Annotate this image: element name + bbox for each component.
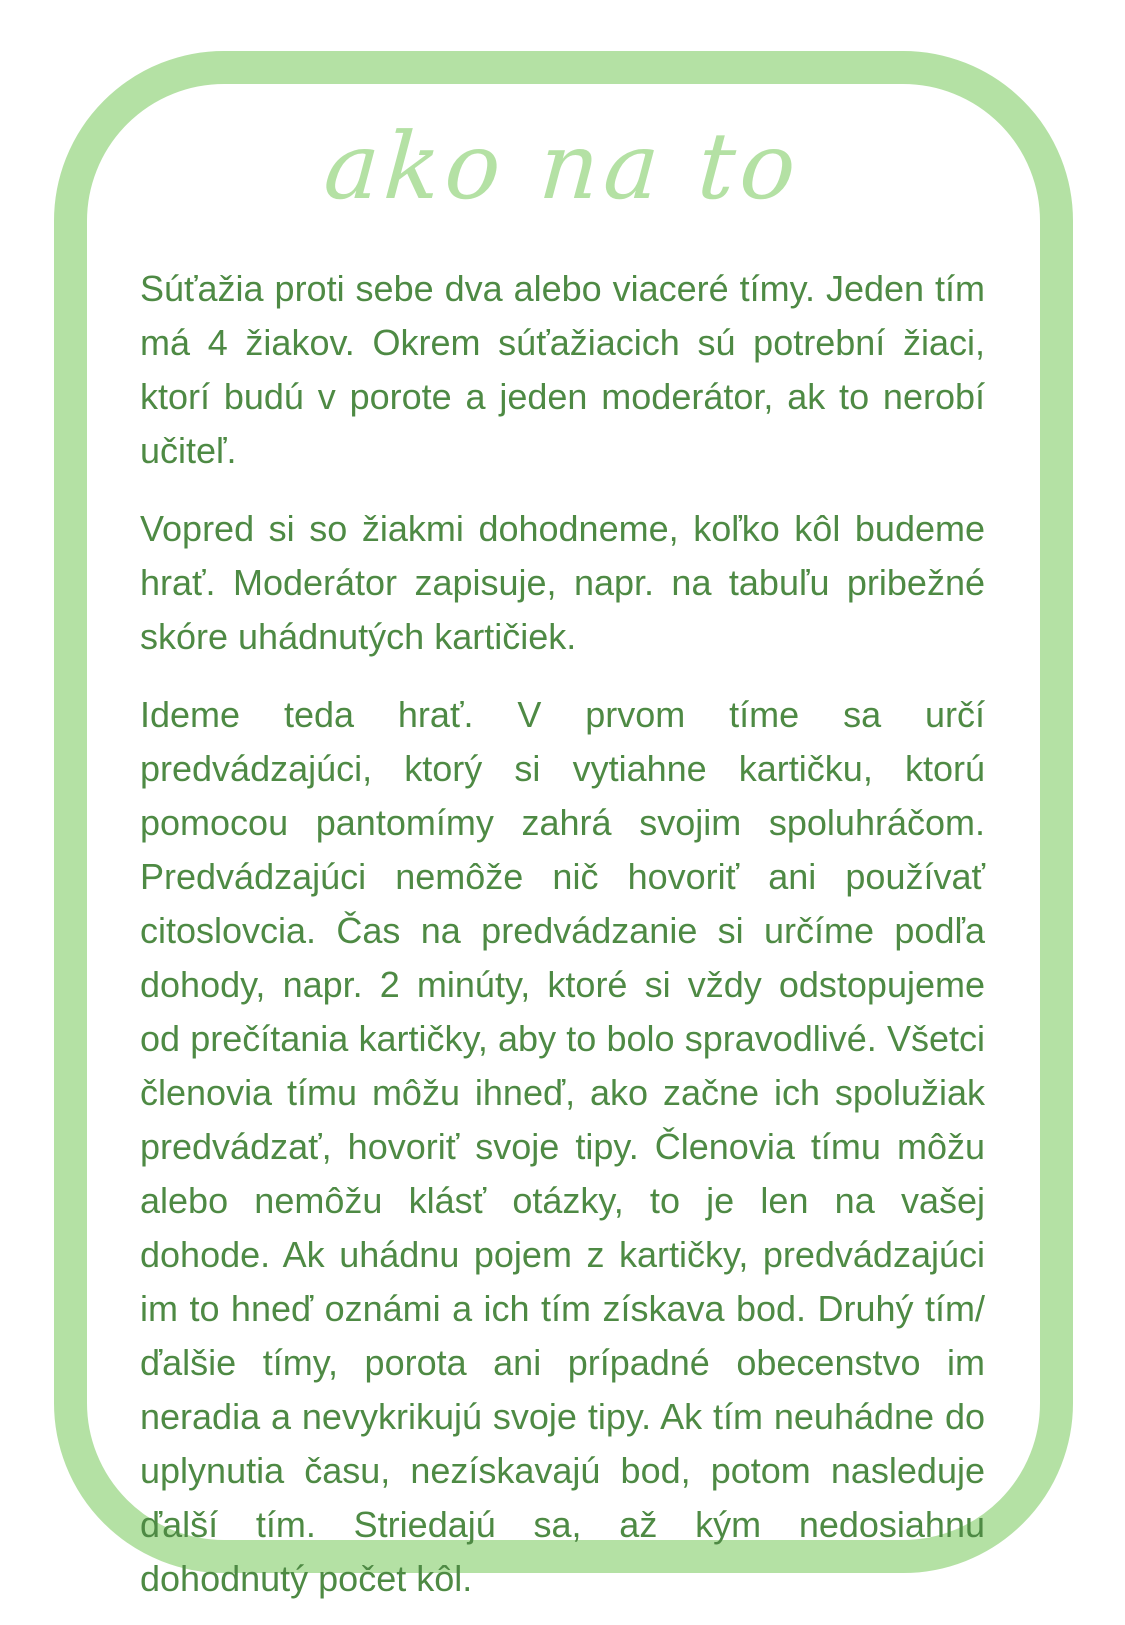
paragraph-rounds-agreement: Vopred si so žiakmi dohodneme, koľko kôl budeme hrať. Moderátor zapisuje, napr. na tabuľu pribežné skóre uhádnutých kartičiek. (140, 508, 985, 657)
paragraph-gameplay-rules: Ideme teda hrať. V prvom tíme sa určí predvádzajúci, ktorý si vytiahne kartičku, ktorú pomocou pantomímy zahrá svojim spoluhráčom. Predvádzajúci nemôže nič hovoriť ani používať citoslovcia. Čas na predvádzanie si určíme podľa dohody, napr. 2 minúty, ktoré si vždy odstopujeme od prečítania kartičky, aby to bolo spravodlivé. Všetci členovia tímu môžu ihneď, ako začne ich spolužiak predvádzať, hovoriť svoje tipy. Členovia tímu môžu alebo nemôžu klásť otázky, to je len na vašej dohode. Ak uhádnu pojem z kartičky, predvádzajúci im to hneď oznámi a ich tím získava bod. Druhý tím/ďalšie tímy, porota ani prípadné obecenstvo im neradia a nevykrikujú svoje tipy. Ak tím neuhádne do uplynutia času, nezískavajú bod, potom nasleduje ďalší tím. Striedajú sa, až kým nedosiahnu dohodnutý počet kôl. (140, 694, 985, 1599)
body-text (140, 262, 985, 1606)
paragraph-teams-setup: Súťažia proti sebe dva alebo viaceré tímy. Jeden tím má 4 žiakov. Okrem súťažiacich sú potrební žiaci, ktorí budú v porote a jeden moderátor, ak to nerobí učiteľ. (140, 268, 985, 471)
page-title: ako na to (320, 113, 805, 220)
